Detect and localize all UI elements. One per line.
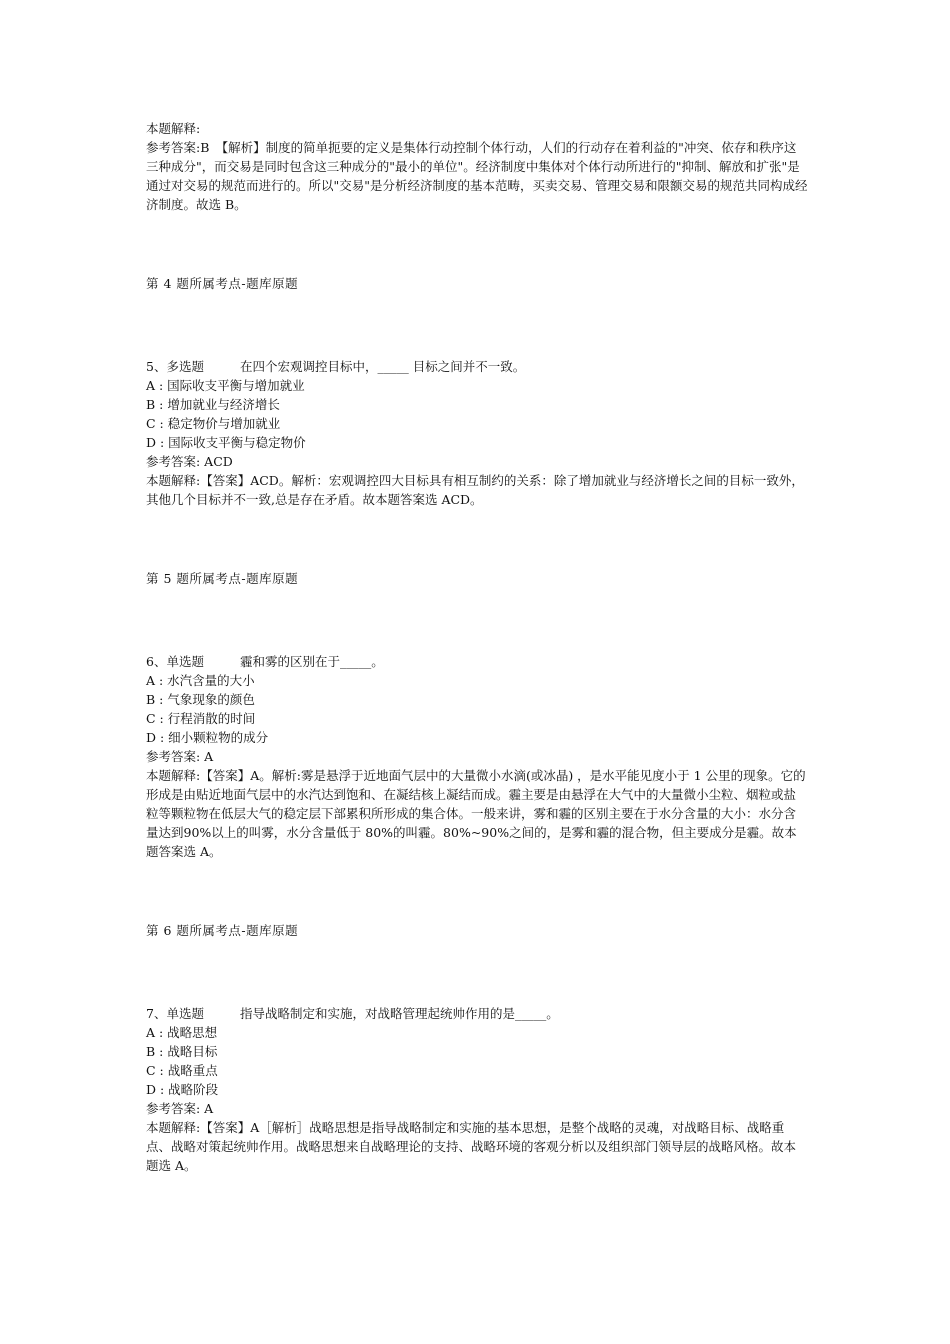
explanation-text: 本题解释:【答案】ACD。解析：宏观调控四大目标具有相互制约的关系：除了增加就业与经济增长之间的目标一致外，其他几个目标并不一致,总是存在矛盾。故本题答案选 ACD。 bbox=[146, 473, 804, 507]
topic-label-5: 第 5 题所属考点-题库原题 bbox=[146, 571, 299, 586]
question-number: 6、单选题 bbox=[146, 654, 204, 669]
explanation-label: 本题解释: bbox=[146, 121, 201, 136]
question-header bbox=[146, 357, 808, 376]
option-c: C : 稳定物价与增加就业 bbox=[146, 416, 281, 431]
reference-answer: 参考答案: ACD bbox=[146, 454, 233, 469]
question-text: 在四个宏观调控目标中，_____ 目标之间并不一致。 bbox=[240, 359, 526, 374]
option-c: C : 战略重点 bbox=[146, 1063, 218, 1078]
option-d: D : 战略阶段 bbox=[146, 1082, 219, 1097]
option-a: A : 水汽含量的大小 bbox=[146, 673, 255, 688]
question-6 bbox=[146, 652, 808, 861]
explanation-block-q3 bbox=[146, 119, 808, 214]
explanation-text: 本题解释:【答案】A。解析:雾是悬浮于近地面气层中的大量微小水滴(或冰晶) ，是水平能见度小于 1 公里的现象。它的形成是由贴近地面气层中的水汽达到饱和、在凝结核上凝结而成。霾主要是由悬浮在大气中的大量微小尘粒、烟粒或盐粒等颗粒物在低层大气的稳定层下部累积所形成的集合体。一般来讲，雾和霾的区别主要在于水分含量的大小：水分含量达到90%以上的叫雾，水分含量低于 80%的叫霾。80%~90%之间的，是雾和霾的混合物，但主要成分是霾。故本题答案选 A。 bbox=[146, 768, 806, 859]
question-number: 7、单选题 bbox=[146, 1006, 204, 1021]
question-7 bbox=[146, 1004, 808, 1175]
question-number: 5、多选题 bbox=[146, 359, 204, 374]
document-page bbox=[146, 119, 808, 1175]
option-b: B : 增加就业与经济增长 bbox=[146, 397, 280, 412]
option-d: D : 细小颗粒物的成分 bbox=[146, 730, 269, 745]
option-a: A : 战略思想 bbox=[146, 1025, 218, 1040]
reference-answer: 参考答案: A bbox=[146, 1101, 214, 1116]
option-b: B : 战略目标 bbox=[146, 1044, 218, 1059]
explanation-text: 本题解释:【答案】A［解析］战略思想是指导战略制定和实施的基本思想，是整个战略的灵魂，对战略目标、战略重点、战略对策起统帅作用。战略思想来自战略理论的支持、战略环境的客观分析以及组织部门领导层的战略风格。故本题选 A。 bbox=[146, 1120, 797, 1173]
question-header bbox=[146, 652, 808, 671]
reference-answer: 参考答案: A bbox=[146, 749, 214, 764]
question-text: 指导战略制定和实施，对战略管理起统帅作用的是_____。 bbox=[240, 1006, 559, 1021]
topic-label-4: 第 4 题所属考点-题库原题 bbox=[146, 276, 299, 291]
option-d: D : 国际收支平衡与稳定物价 bbox=[146, 435, 306, 450]
option-a: A : 国际收支平衡与增加就业 bbox=[146, 378, 305, 393]
question-header bbox=[146, 1004, 808, 1023]
question-5 bbox=[146, 357, 808, 509]
option-c: C : 行程消散的时间 bbox=[146, 711, 256, 726]
option-b: B : 气象现象的颜色 bbox=[146, 692, 255, 707]
question-text: 霾和雾的区别在于_____。 bbox=[240, 654, 384, 669]
topic-label-6: 第 6 题所属考点-题库原题 bbox=[146, 923, 299, 938]
explanation-text: 参考答案:B 【解析】制度的简单扼要的定义是集体行动控制个体行动，人们的行动存在着利益的"冲突、依存和秩序这三种成分"，而交易是同时包含这三种成分的"最小的单位"。经济制度中集体对个体行动所进行的"抑制、解放和扩张"是通过对交易的规范而进行的。所以"交易"是分析经济制度的基本范畴，买卖交易、管理交易和限额交易的规范共同构成经济制度。故选 B。 bbox=[146, 140, 808, 212]
